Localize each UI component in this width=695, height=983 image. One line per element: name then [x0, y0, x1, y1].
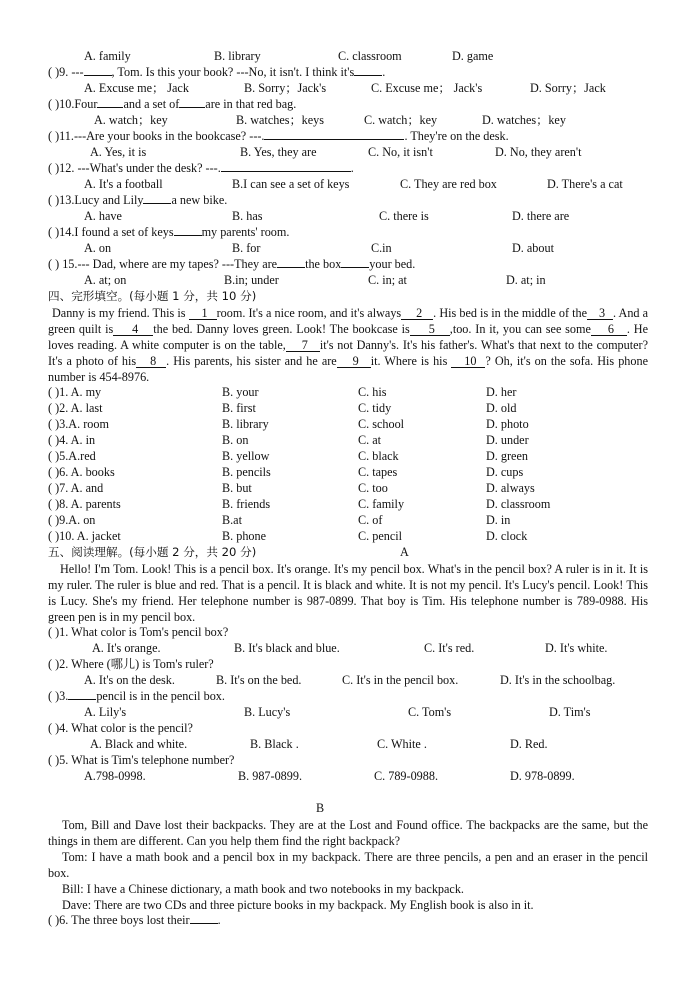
ra1-option-c: C. It's red.: [424, 641, 475, 655]
cloze-item: ( )1. A. my: [48, 385, 102, 399]
cloze-option-c: C. tapes: [358, 465, 398, 479]
ra4-option-d: D. Red.: [510, 737, 548, 751]
cloze-item: ( )4. A. in: [48, 433, 96, 447]
passage-b-label: B: [316, 801, 325, 815]
q12-option-a: A. It's a football: [84, 177, 163, 191]
q11-option-d: D. No, they aren't: [495, 145, 582, 159]
ra2-option-a: A. It's on the desk.: [84, 673, 175, 687]
q13-option-b: B. has: [232, 209, 263, 223]
cloze-option-d: D. under: [486, 433, 529, 447]
ra5-option-b: B. 987-0899.: [238, 769, 302, 783]
cloze-item: ( )5.A.red: [48, 449, 96, 463]
ra1-option-a: A. It's orange.: [92, 641, 161, 655]
ra5-option-c: C. 789-0988.: [374, 769, 438, 783]
cloze-option-d: D. her: [486, 385, 517, 399]
q15-option-b: B.in; under: [224, 273, 279, 287]
reading-question-2: ( )2. Where (哪儿) is Tom's ruler?: [48, 657, 214, 671]
cloze-option-b: B. pencils: [222, 465, 271, 479]
cloze-option-b: B. your: [222, 385, 259, 399]
q15-option-c: C. in; at: [368, 273, 407, 287]
reading-question-5: ( )5. What is Tim's telephone number?: [48, 753, 235, 767]
ra3-option-c: C. Tom's: [408, 705, 452, 719]
q11-option-c: C. No, it isn't: [368, 145, 433, 159]
q14-option-d: D. about: [512, 241, 554, 255]
question-14: ( )14.I found a set of keys my parents' room.: [48, 225, 290, 239]
ra3-option-d: D. Tim's: [549, 705, 591, 719]
q14-option-b: B. for: [232, 241, 261, 255]
q8-option-c: C. classroom: [338, 49, 402, 63]
cloze-option-c: C. school: [358, 417, 405, 431]
cloze-option-c: C. tidy: [358, 401, 392, 415]
ra3-option-b: B. Lucy's: [244, 705, 291, 719]
cloze-option-d: D. old: [486, 401, 517, 415]
q15-option-d: D. at; in: [506, 273, 546, 287]
cloze-option-d: D. classroom: [486, 497, 551, 511]
cloze-option-d: D. cups: [486, 465, 524, 479]
cloze-option-c: C. at: [358, 433, 382, 447]
cloze-option-b: B. library: [222, 417, 269, 431]
q12-option-c: C. They are red box: [400, 177, 497, 191]
cloze-option-c: C. of: [358, 513, 383, 527]
question-10: ( )10.Four and a set of are in that red bag.: [48, 97, 297, 111]
cloze-option-b: B. yellow: [222, 449, 270, 463]
ra5-option-d: D. 978-0899.: [510, 769, 575, 783]
question-9: ( )9. --- , Tom. Is this your book? ---No, it isn't. I think it's .: [48, 65, 386, 79]
cloze-option-c: C. black: [358, 449, 399, 463]
question-15: ( ) 15.--- Dad, where are my tapes? ---They are the box your bed.: [48, 257, 416, 271]
passage-a: Hello! I'm Tom. Look! This is a pencil box. It's orange. It's my pencil box. What's in the pencil box? A ruler is in it. It is my ruler. The ruler is blue and red. That is a pencil. It is black and white. It is not my pencil. It's Lucy's pencil. Look! This is Lucy. She's my friend. Her telephone number is 987-0899. That boy is Tim. His telephone number is 789-0988. His green pen is in my pencil box.: [48, 562, 648, 624]
cloze-option-b: B. on: [222, 433, 249, 447]
cloze-passage: Danny is my friend. This is 1 room. It's a nice room, and it's always 2 . His bed is in the middle of the 3 . And a green quilt is 4 the bed. Danny loves green. Look! The bookcase is 5 ,too. In it, you can see some 6 . He loves reading. A white computer is on the table, 7 it's not Danny's. It's his father's. What's that next to the computer? It's a photo of his 8 . His parents, his sister and he are 9 it. Where is his 10 ? Oh, it's on the sofa. His phone number is 454-8976.: [48, 306, 649, 384]
reading-question-3: ( )3. pencil is in the pencil box.: [48, 689, 225, 703]
question-13: ( )13.Lucy and Lily a new bike.: [48, 193, 228, 207]
passage-a-label: A: [400, 545, 409, 559]
cloze-option-c: C. too: [358, 481, 388, 495]
cloze-item: ( )3.A. room: [48, 417, 109, 431]
cloze-option-b: B.at: [222, 513, 242, 527]
q8-option-d: D. game: [452, 49, 494, 63]
cloze-option-c: C. family: [358, 497, 405, 511]
cloze-item: ( )7. A. and: [48, 481, 104, 495]
q10-option-d: D. watches；key: [482, 113, 566, 127]
question-12: ( )12. ---What's under the desk? ---. .: [48, 161, 354, 175]
q10-option-a: A. watch；key: [94, 113, 168, 127]
reading-question-4: ( )4. What color is the pencil?: [48, 721, 193, 735]
ra2-option-b: B. It's on the bed.: [216, 673, 302, 687]
bill-statement: Bill: I have a Chinese dictionary, a math book and two notebooks in my backpack.: [62, 882, 464, 896]
section-4-title: 四、完形填空。(每小题 1 分，共 10 分): [48, 289, 257, 303]
q13-option-a: A. have: [84, 209, 122, 223]
cloze-option-d: D. in: [486, 513, 511, 527]
q13-option-c: C. there is: [379, 209, 429, 223]
q10-option-b: B. watches；keys: [236, 113, 325, 127]
passage-b: Tom, Bill and Dave lost their backpacks. They are at the Lost and Found office. The backpacks are the same, but the things in them are different. Can you help them find the right backpack?: [48, 818, 648, 848]
q14-option-a: A. on: [84, 241, 112, 255]
cloze-item: ( )10. A. jacket: [48, 529, 121, 543]
section-5-title: 五、阅读理解。(每小题 2 分，共 20 分): [48, 545, 257, 559]
q11-option-b: B. Yes, they are: [240, 145, 317, 159]
ra4-option-b: B. Black .: [250, 737, 299, 751]
q9-option-a: A. Excuse me； Jack: [84, 81, 189, 95]
q9-option-d: D. Sorry；Jack: [530, 81, 606, 95]
cloze-option-d: D. green: [486, 449, 528, 463]
cloze-option-c: C. his: [358, 385, 387, 399]
reading-question-6: ( )6. The three boys lost their .: [48, 913, 221, 927]
cloze-item: ( )8. A. parents: [48, 497, 121, 511]
ra4-option-a: A. Black and white.: [90, 737, 188, 751]
cloze-option-d: D. photo: [486, 417, 529, 431]
cloze-option-b: B. phone: [222, 529, 267, 543]
cloze-option-b: B. but: [222, 481, 252, 495]
q15-option-a: A. at; on: [84, 273, 127, 287]
q13-option-d: D. there are: [512, 209, 570, 223]
ra2-option-c: C. It's in the pencil box.: [342, 673, 459, 687]
cloze-item: ( )6. A. books: [48, 465, 115, 479]
q8-option-a: A. family: [84, 49, 131, 63]
question-11: ( )11.---Are your books in the bookcase? ---. . They're on the desk.: [48, 129, 509, 143]
q9-option-c: C. Excuse me； Jack's: [371, 81, 483, 95]
ra5-option-a: A.798-0998.: [84, 769, 146, 783]
cloze-option-d: D. always: [486, 481, 535, 495]
cloze-option-d: D. clock: [486, 529, 528, 543]
cloze-option-c: C. pencil: [358, 529, 403, 543]
q11-option-a: A. Yes, it is: [90, 145, 147, 159]
reading-question-1: ( )1. What color is Tom's pencil box?: [48, 625, 229, 639]
q8-option-b: B. library: [214, 49, 261, 63]
ra3-option-a: A. Lily's: [84, 705, 127, 719]
cloze-option-b: B. friends: [222, 497, 271, 511]
cloze-item: ( )9.A. on: [48, 513, 96, 527]
q14-option-c: C.in: [371, 241, 392, 255]
cloze-option-b: B. first: [222, 401, 256, 415]
dave-statement: Dave: There are two CDs and three picture books in my backpack. My English book is also in it.: [62, 898, 534, 912]
q12-option-d: D. There's a cat: [547, 177, 623, 191]
ra1-option-b: B. It's black and blue.: [234, 641, 340, 655]
q12-option-b: B.I can see a set of keys: [232, 177, 350, 191]
ra1-option-d: D. It's white.: [545, 641, 608, 655]
q10-option-c: C. watch；key: [364, 113, 438, 127]
q9-option-b: B. Sorry；Jack's: [244, 81, 327, 95]
cloze-item: ( )2. A. last: [48, 401, 103, 415]
ra2-option-d: D. It's in the schoolbag.: [500, 673, 616, 687]
ra4-option-c: C. White .: [377, 737, 427, 751]
tom-statement: Tom: I have a math book and a pencil box in my backpack. There are three pencils, a pen and an eraser in the pencil box.: [48, 850, 648, 880]
